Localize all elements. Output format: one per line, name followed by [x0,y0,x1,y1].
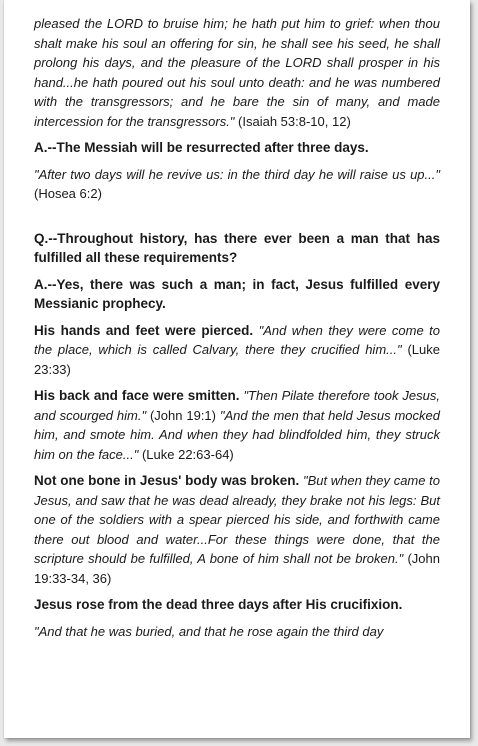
bone-reference: (John 19:33-34, 36) [34,551,440,586]
smitten-heading: His back and face were smitten. [34,388,240,403]
question-text: Q.--Throughout history, has there ever been a man that has fulfilled all these requirements? [34,230,440,265]
smitten-quote: "Then Pilate therefore took Jesus, and scourged him." [34,388,440,423]
pierced-reference: (Luke 23:33) [34,342,440,377]
smitten-reference: (John 19:1) [149,407,216,423]
isaiah-passage [34,14,440,131]
hosea-reference: (Hosea 6:2) [34,186,102,201]
answer-text: A.--Yes, there was such a man; in fact, Jesus fulfilled every Messianic prophecy. [34,276,440,311]
rose-heading [34,595,440,615]
rose-heading-text: Jesus rose from the dead three days after His crucifixion. [34,597,403,612]
bone-paragraph [34,471,440,588]
answer-paragraph [34,275,440,314]
section-spacer [34,211,440,229]
resurrection-heading-text: A.--The Messiah will be resurrected after three days. [34,140,369,155]
pierced-quote: "And when they were come to the place, which is called Calvary, there they crucified him..." [34,322,440,357]
isaiah-quote: pleased the LORD to bruise him; he hath put him to grief: when thou shalt make his soul an offering for sin, he shall see his seed, he shall prolong his days, and the pleasure of the LORD shall prosper in his hand...he hath poured out his soul unto death: and he was numbered with the transgressors; and he bare the sin of many, and made intercession for the transgressors." [34,16,440,129]
pierced-heading: His hands and feet were pierced. [34,322,254,338]
rose-passage [34,622,440,642]
smitten-paragraph [34,386,440,464]
rose-quote: "And that he was buried, and that he rose again the third day [34,623,384,639]
question-paragraph [34,229,440,268]
smitten-reference-2: (Luke 22:63-64) [141,446,234,462]
page-content [34,14,440,648]
pierced-paragraph [34,321,440,380]
hosea-passage [34,165,440,204]
smitten-quote-2: "And the men that held Jesus mocked him, and smote him. And when they had blindfolded him, they struck him on the face..." [34,407,440,462]
resurrection-heading [34,138,440,158]
hosea-quote: "After two days will he revive us: in the third day he will raise us up..." [34,166,440,182]
bone-quote: "But when they came to Jesus, and saw that he was dead already, they brake not his legs: But one of the soldiers with a spear pierced his side, and forthwith came there out blood and water...For these things were done, that the scripture should be fulfilled, A bone of him shall not be broken." [34,473,440,566]
document-page [4,0,470,738]
isaiah-reference: (Isaiah 53:8-10, 12) [238,113,351,129]
bone-heading: Not one bone in Jesus' body was broken. [34,473,300,488]
